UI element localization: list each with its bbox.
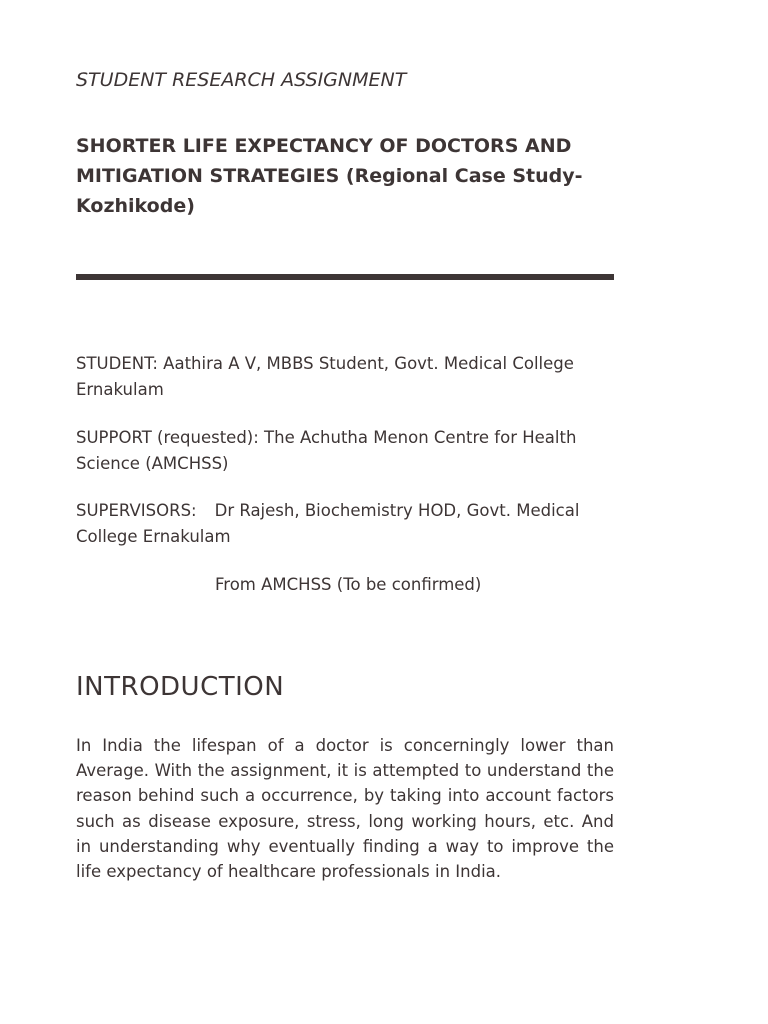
supervisors-value: Dr Rajesh, Biochemistry HOD, Govt. Medical College Ernakulam <box>76 501 580 546</box>
assignment-label: STUDENT RESEARCH ASSIGNMENT <box>76 69 407 91</box>
supervisors-extra: From AMCHSS (To be confirmed) <box>215 575 482 594</box>
student-line: STUDENT: Aathira A V, MBBS Student, Govt. Medical College Ernakulam <box>76 354 574 399</box>
document-title: SHORTER LIFE EXPECTANCY OF DOCTORS AND MITIGATION STRATEGIES (Regional Case Study-Kozhikode) <box>76 135 583 217</box>
supervisors-line <box>76 498 614 549</box>
supervisors-label: SUPERVISORS: <box>76 501 197 520</box>
introduction-paragraph: In India the lifespan of a doctor is concerningly lower than Average. With the assignment, it is attempted to understand the reason behind such a occurrence, by taking into account factors such as disease exposure, stress, long working hours, etc. And in understanding why eventually finding a way to improve the life expectancy of healthcare professionals in India. <box>76 736 614 882</box>
section-heading: INTRODUCTION <box>76 672 285 702</box>
title-divider <box>76 274 614 280</box>
support-line: SUPPORT (requested): The Achutha Menon Centre for Health Science (AMCHSS) <box>76 428 577 473</box>
